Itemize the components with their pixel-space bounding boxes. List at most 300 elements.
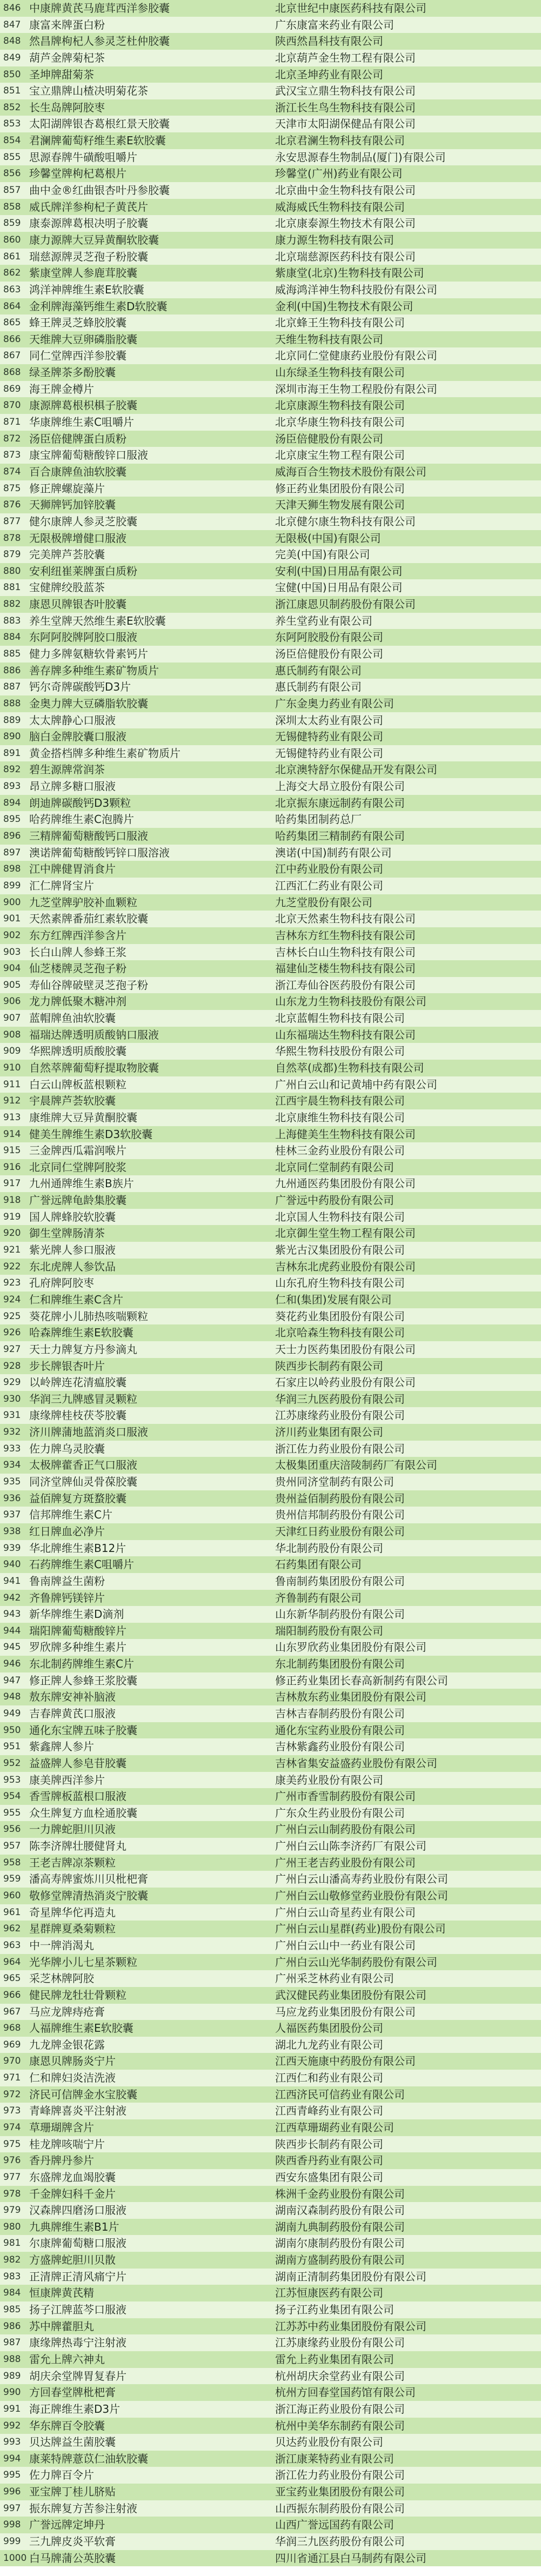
company-name: 江苏康缘药业股份有限公司 — [275, 2336, 405, 2350]
product-name: 康莱特牌薏苡仁油软胶囊 — [29, 2452, 148, 2465]
row-number: 909 — [3, 1046, 21, 1057]
company-name: 贵州益佰制药股份有限公司 — [275, 1491, 405, 1505]
table-row — [0, 116, 541, 132]
row-number: 996 — [3, 2486, 21, 2498]
company-name: 威海百合生物技术股份有限公司 — [275, 465, 426, 478]
table-row — [0, 1391, 541, 1408]
product-name: 益盛牌人参皂苷胶囊 — [29, 1756, 126, 1770]
row-number: 916 — [3, 1161, 21, 1173]
product-name: 康美牌西洋参片 — [29, 1773, 105, 1787]
product-name: 脑白金牌胶囊口服液 — [29, 730, 126, 744]
table-row — [0, 613, 541, 630]
company-name: 北京华康生物科技有限公司 — [275, 416, 405, 429]
row-number: 935 — [3, 1476, 21, 1488]
table-row — [0, 1954, 541, 1971]
table-row — [0, 513, 541, 530]
company-name: 扬子江药业集团有限公司 — [275, 2303, 394, 2317]
company-name: 北京康源生物科技有限公司 — [275, 399, 405, 412]
company-name: 鲁南制药集团股份有限公司 — [275, 1574, 405, 1588]
table-row — [0, 2318, 541, 2335]
product-name: 汤臣倍健牌蛋白质粉 — [29, 432, 126, 445]
product-name: 紫康堂牌人参鹿茸胶囊 — [29, 266, 137, 280]
company-name: 北京瑞慈源医药科技有限公司 — [275, 250, 416, 263]
company-name: 哈药集团三精制药有限公司 — [275, 829, 405, 843]
product-name: 香丹牌丹参片 — [29, 2154, 94, 2167]
table-row — [0, 2252, 541, 2269]
company-name: 上海健美生生物科技有限公司 — [275, 1127, 416, 1141]
company-name: 东北制药集团股份有限公司 — [275, 1657, 405, 1671]
company-name: 紫康堂(北京)生物科技有限公司 — [275, 266, 424, 280]
table-row — [0, 2020, 541, 2037]
table-row — [0, 2550, 541, 2567]
row-number: 951 — [3, 1741, 21, 1752]
company-name: 威海鸿洋神生物科技股份有限公司 — [275, 283, 437, 296]
product-name: 健尔康牌人参灵芝胶囊 — [29, 514, 137, 528]
row-number: 905 — [3, 979, 21, 991]
table-row — [0, 579, 541, 596]
product-name: 海正牌维生素D3片 — [29, 2402, 121, 2416]
table-row — [0, 712, 541, 729]
table-row — [0, 745, 541, 762]
table-row — [0, 629, 541, 646]
product-name: 三精牌葡萄糖酸钙口服液 — [29, 829, 148, 843]
company-name: 北京康宝生物工程有限公司 — [275, 449, 405, 462]
row-number: 972 — [3, 2089, 21, 2100]
product-name: 康泰源牌葛根决明子胶囊 — [29, 217, 148, 230]
company-name: 北京世纪中康医药科技有限公司 — [275, 2, 426, 15]
company-name: 安利(中国)日用品有限公司 — [275, 564, 403, 578]
table-row — [0, 911, 541, 927]
company-name: 北京御生堂生物工程有限公司 — [275, 1227, 416, 1240]
row-number: 977 — [3, 2171, 21, 2183]
company-name: 雷允上药业集团有限公司 — [275, 2352, 394, 2366]
row-number: 884 — [3, 632, 21, 643]
row-number: 867 — [3, 350, 21, 362]
row-number: 855 — [3, 151, 21, 163]
row-number: 896 — [3, 831, 21, 842]
company-name: 无锡健特药业有限公司 — [275, 730, 383, 744]
row-number: 872 — [3, 433, 21, 444]
company-name: 浙江长生鸟生物科技有限公司 — [275, 101, 416, 114]
table-row — [0, 1788, 541, 1805]
product-name: 修正牌螺旋藻片 — [29, 481, 105, 495]
table-row — [0, 1888, 541, 1904]
row-number: 900 — [3, 896, 21, 908]
company-name: 吉林敖东药业集团股份有限公司 — [275, 1690, 426, 1704]
table-row — [0, 2368, 541, 2385]
table-row — [0, 2467, 541, 2484]
row-number: 881 — [3, 582, 21, 593]
row-number: 932 — [3, 1427, 21, 1438]
row-number: 887 — [3, 681, 21, 693]
company-name: 江西天施康中药股份有限公司 — [275, 2055, 416, 2068]
row-number: 980 — [3, 2221, 21, 2232]
row-number: 856 — [3, 168, 21, 179]
table-row — [0, 1937, 541, 1954]
company-name: 石药集团有限公司 — [275, 1558, 362, 1571]
table-row — [0, 315, 541, 331]
product-name: 青峰牌喜炎平注射液 — [29, 2104, 126, 2118]
row-number: 979 — [3, 2205, 21, 2216]
company-name: 浙江佐力药业股份有限公司 — [275, 2468, 405, 2482]
company-name: 湖南尔康制药股份有限公司 — [275, 2237, 405, 2250]
table-row — [0, 1010, 541, 1027]
table-row — [0, 2351, 541, 2368]
row-number: 965 — [3, 1973, 21, 1984]
table-row — [0, 1606, 541, 1623]
row-number: 888 — [3, 698, 21, 709]
product-name: 修正牌人参蜂王浆胶囊 — [29, 1674, 137, 1687]
company-name: 广州白云山星群(药业)股份有限公司 — [275, 1922, 446, 1936]
product-name: 奇星牌华佗再造丸 — [29, 1905, 116, 1919]
product-name: 九龙牌金银花露 — [29, 2038, 105, 2051]
row-number: 955 — [3, 1807, 21, 1818]
company-name: 江苏恒康医药有限公司 — [275, 2286, 383, 2300]
table-row — [0, 2037, 541, 2053]
row-number: 938 — [3, 1525, 21, 1537]
row-number: 993 — [3, 2437, 21, 2448]
company-name: 江西青峰药业有限公司 — [275, 2104, 383, 2118]
company-name: 杭州方回春堂国药馆有限公司 — [275, 2386, 416, 2399]
company-name: 湖南方盛制药股份有限公司 — [275, 2253, 405, 2267]
row-number: 870 — [3, 400, 21, 411]
table-row — [0, 1441, 541, 1457]
product-name: 太阳湖牌银杏葛根红景天胶囊 — [29, 117, 170, 131]
product-name: 方盛牌蛇胆川贝散 — [29, 2253, 116, 2267]
row-number: 903 — [3, 946, 21, 958]
row-number: 865 — [3, 317, 21, 329]
table-row — [0, 1656, 541, 1672]
table-row — [0, 1242, 541, 1259]
product-name: 三九牌皮炎平软膏 — [29, 2535, 116, 2548]
row-number: 889 — [3, 714, 21, 726]
company-name: 华北制药股份有限公司 — [275, 1541, 383, 1555]
company-name: 北京圣坤药业有限公司 — [275, 68, 383, 81]
company-name: 浙江康恩贝制药股份有限公司 — [275, 598, 416, 611]
company-name: 广州市香雪制药股份有限公司 — [275, 1790, 416, 1803]
company-name: 瑞阳制药股份有限公司 — [275, 1624, 383, 1637]
product-name: 仁和牌维生素C含片 — [29, 1293, 123, 1306]
table-row — [0, 165, 541, 182]
table-row — [0, 1060, 541, 1076]
product-name: 鲁南牌益生菌粉 — [29, 1574, 105, 1588]
row-number: 963 — [3, 1939, 21, 1951]
product-name: 瑞慈源牌灵芝孢子粉胶囊 — [29, 250, 148, 263]
product-name: 新华牌维生素D滴剂 — [29, 1608, 124, 1621]
table-row — [0, 1159, 541, 1176]
company-name: 紫光古汉集团股份有限公司 — [275, 1243, 405, 1257]
product-name: 济民可信牌金水宝胶囊 — [29, 2087, 137, 2101]
product-name: 绿圣牌茶多酚胶囊 — [29, 366, 116, 379]
row-number: 956 — [3, 1824, 21, 1835]
company-name: 广州白云山和记黄埔中药有限公司 — [275, 1078, 437, 1091]
row-number: 946 — [3, 1658, 21, 1670]
table-row — [0, 1689, 541, 1705]
table-row — [0, 1043, 541, 1060]
row-number: 917 — [3, 1178, 21, 1189]
row-number: 860 — [3, 234, 21, 245]
table-row — [0, 2285, 541, 2301]
table-row — [0, 364, 541, 381]
company-name: 自然萃(成都)生物科技有限公司 — [275, 1061, 424, 1074]
product-name: 宝健牌绞股蓝茶 — [29, 581, 105, 594]
company-name: 贵州信邦制药股份有限公司 — [275, 1508, 405, 1522]
product-name: 人福牌维生素E软胶囊 — [29, 2022, 133, 2035]
product-name: 安利纽崔莱牌蛋白质粉 — [29, 564, 137, 578]
table-row — [0, 811, 541, 828]
table-row — [0, 894, 541, 911]
row-number: 926 — [3, 1327, 21, 1339]
row-number: 882 — [3, 599, 21, 610]
row-number: 997 — [3, 2503, 21, 2514]
product-name: 正清牌正清风痛宁片 — [29, 2270, 126, 2283]
company-name: 威海威氏生物科技有限公司 — [275, 200, 405, 213]
table-row — [0, 497, 541, 513]
row-number: 929 — [3, 1377, 21, 1388]
company-name: 北京天然素生物科技有限公司 — [275, 912, 416, 926]
company-name: 陕西步长制药有限公司 — [275, 1359, 383, 1373]
row-number: 894 — [3, 797, 21, 808]
company-name: 广誉远中药股份有限公司 — [275, 1194, 394, 1207]
company-name: 贵州同济堂制药有限公司 — [275, 1475, 394, 1489]
row-number: 901 — [3, 913, 21, 925]
company-name: 北京同仁堂制药有限公司 — [275, 1160, 394, 1174]
product-name: 汇仁牌肾宝片 — [29, 879, 94, 892]
row-number: 859 — [3, 218, 21, 229]
row-number: 869 — [3, 383, 21, 394]
product-name: 扬子江牌蓝芩口服液 — [29, 2303, 126, 2317]
table-row — [0, 2235, 541, 2252]
table-row — [0, 1904, 541, 1921]
row-number: 880 — [3, 565, 21, 577]
row-number: 987 — [3, 2337, 21, 2348]
product-name: 思源春牌牛磺酸咀嚼片 — [29, 150, 137, 164]
product-name: 东盛牌龙血竭胶囊 — [29, 2170, 116, 2184]
table-row — [0, 944, 541, 961]
company-name: 天维生物科技有限公司 — [275, 332, 383, 346]
product-name: 钙尔奇牌碳酸钙D3片 — [29, 680, 131, 694]
company-name: 广州白云山奇星药业有限公司 — [275, 1905, 416, 1919]
company-name: 北京哈森生物科技有限公司 — [275, 1326, 405, 1340]
table-row — [0, 828, 541, 845]
product-name: 北京同仁堂牌阿胶浆 — [29, 1160, 126, 1174]
row-number: 857 — [3, 185, 21, 196]
table-row — [0, 331, 541, 348]
product-name: 长白山牌人参蜂王浆 — [29, 945, 126, 959]
company-name: 康美药业股份有限公司 — [275, 1773, 383, 1787]
company-name: 山东新华制药股份有限公司 — [275, 1608, 405, 1621]
row-number: 934 — [3, 1460, 21, 1471]
product-name: 国人牌蜂胶软胶囊 — [29, 1210, 116, 1223]
row-number: 897 — [3, 847, 21, 858]
table-row — [0, 1407, 541, 1424]
row-number: 883 — [3, 615, 21, 626]
row-number: 899 — [3, 880, 21, 891]
row-number: 953 — [3, 1774, 21, 1785]
table-row — [0, 1275, 541, 1292]
row-number: 989 — [3, 2370, 21, 2381]
product-name: 齐鲁牌钙镁锌片 — [29, 1591, 105, 1604]
product-name: 仁和牌妇炎洁洗液 — [29, 2071, 116, 2085]
row-number: 971 — [3, 2072, 21, 2084]
company-name: 金利(中国)生物技术有限公司 — [275, 299, 413, 313]
product-name: 仙芝楼牌灵芝孢子粉 — [29, 962, 126, 975]
row-number: 863 — [3, 284, 21, 295]
company-name: 惠氏制药有限公司 — [275, 680, 362, 694]
product-name: 健力多牌氨糖软骨素钙片 — [29, 647, 148, 660]
row-number: 948 — [3, 1691, 21, 1703]
table-row — [0, 546, 541, 563]
table-row — [0, 1076, 541, 1093]
company-name: 山东孔府生物科技有限公司 — [275, 1276, 405, 1290]
company-name: 吉林长白山生物科技有限公司 — [275, 945, 416, 959]
row-number: 912 — [3, 1095, 21, 1107]
table-row — [0, 1623, 541, 1640]
row-number: 966 — [3, 1989, 21, 2000]
company-name: 杭州胡庆余堂药业有限公司 — [275, 2369, 405, 2383]
product-name: 然昌牌枸杞人参灵芝杜仲胶囊 — [29, 35, 170, 48]
product-name: 广誉远牌龟龄集胶囊 — [29, 1194, 126, 1207]
product-name: 敖东牌安神补脑液 — [29, 1690, 116, 1704]
table-row — [0, 431, 541, 447]
row-number: 911 — [3, 1079, 21, 1090]
company-name: 陕西香丹药业有限公司 — [275, 2154, 383, 2167]
company-name: 湖南汉森制药股份有限公司 — [275, 2204, 405, 2217]
row-number: 893 — [3, 781, 21, 792]
table-row — [0, 2103, 541, 2119]
row-number: 851 — [3, 85, 21, 97]
product-name: 江中牌健胃消食片 — [29, 862, 116, 876]
product-name: 众生牌复方血栓通胶囊 — [29, 1806, 137, 1819]
company-name: 江苏康缘药业股份有限公司 — [275, 1409, 405, 1422]
table-row — [0, 2418, 541, 2434]
product-name: 蓝帽牌鱼油软胶囊 — [29, 1012, 116, 1025]
table-row — [0, 1672, 541, 1689]
table-row — [0, 1507, 541, 1523]
row-number: 947 — [3, 1675, 21, 1686]
company-name: 吉林东方红生物科技有限公司 — [275, 928, 416, 942]
company-name: 华润三九医药股份有限公司 — [275, 1392, 405, 1406]
company-name: 葵花药业集团股份有限公司 — [275, 1309, 405, 1323]
table-row — [0, 1424, 541, 1441]
table-row — [0, 1126, 541, 1143]
row-number: 984 — [3, 2287, 21, 2299]
row-number: 967 — [3, 2006, 21, 2017]
table-row — [0, 282, 541, 298]
company-name: 天津市太阳湖保健品有限公司 — [275, 117, 416, 131]
table-row — [0, 2434, 541, 2451]
table-row — [0, 66, 541, 83]
company-name: 广州白云山潘高寿药业股份有限公司 — [275, 1872, 448, 1886]
product-name: 雷允上牌六神丸 — [29, 2352, 105, 2366]
product-name: 潘高寿牌蜜炼川贝枇杷膏 — [29, 1872, 148, 1886]
table-row — [0, 778, 541, 795]
company-name: 北京国人生物科技有限公司 — [275, 1210, 405, 1223]
table-row — [0, 2384, 541, 2401]
company-name: 贝达药业股份有限公司 — [275, 2436, 383, 2449]
company-name: 山东龙力生物科技股份有限公司 — [275, 995, 426, 1008]
table-row — [0, 83, 541, 99]
product-name: 康维牌大豆异黄酮胶囊 — [29, 1110, 137, 1124]
row-number: 985 — [3, 2304, 21, 2316]
product-name: 太极牌藿香正气口服液 — [29, 1458, 137, 1472]
company-name: 深圳市海王生物工程股份有限公司 — [275, 382, 437, 396]
table-row — [0, 1109, 541, 1126]
row-number: 924 — [3, 1294, 21, 1305]
row-number: 943 — [3, 1609, 21, 1620]
row-number: 846 — [3, 3, 21, 14]
company-name: 齐鲁制药有限公司 — [275, 1591, 362, 1604]
company-name: 浙江海正药业股份有限公司 — [275, 2402, 405, 2416]
company-name: 仁和(集团)发展有限公司 — [275, 1293, 392, 1306]
product-name: 九典牌维生素B1片 — [29, 2220, 119, 2233]
product-name: 康恩贝牌肠炎宁片 — [29, 2055, 116, 2068]
table-row — [0, 530, 541, 547]
table-row — [0, 2136, 541, 2153]
company-name: 康力源生物科技有限公司 — [275, 233, 394, 246]
table-row — [0, 1772, 541, 1789]
row-number: 874 — [3, 466, 21, 477]
product-name: 长生岛牌阿胶枣 — [29, 101, 105, 114]
table-row — [0, 2517, 541, 2533]
table-row — [0, 1093, 541, 1109]
row-number: 960 — [3, 1890, 21, 1902]
product-name: 澳诺牌葡萄糖酸钙锌口服溶液 — [29, 846, 170, 859]
product-name: 百合康牌鱼油软胶囊 — [29, 465, 126, 478]
product-name: 吉春牌黄芪口服液 — [29, 1707, 116, 1720]
row-number: 904 — [3, 963, 21, 974]
table-row — [0, 2269, 541, 2285]
row-number: 976 — [3, 2155, 21, 2166]
product-name: 通化东宝牌五味子胶囊 — [29, 1723, 137, 1737]
row-number: 871 — [3, 417, 21, 428]
product-name: 以岭牌连花清瘟胶囊 — [29, 1376, 126, 1389]
row-number: 847 — [3, 19, 21, 30]
company-name: 太极集团重庆涪陵制药厂有限公司 — [275, 1458, 437, 1472]
row-number: 886 — [3, 665, 21, 676]
company-name: 吉林省集安益盛药业股份有限公司 — [275, 1756, 437, 1770]
table-row — [0, 1821, 541, 1838]
row-number: 918 — [3, 1195, 21, 1206]
row-number: 931 — [3, 1410, 21, 1421]
row-number: 885 — [3, 648, 21, 659]
company-name: 广州采芝林药业有限公司 — [275, 1972, 394, 1985]
table-row — [0, 1855, 541, 1871]
company-name: 汤臣倍健股份有限公司 — [275, 432, 383, 445]
row-number: 936 — [3, 1493, 21, 1504]
product-name: 东阿阿胶牌阿胶口服液 — [29, 631, 137, 644]
table-row — [0, 1970, 541, 1987]
row-number: 877 — [3, 516, 21, 527]
product-name: 王老吉牌凉茶颗粒 — [29, 1856, 116, 1869]
row-number: 941 — [3, 1575, 21, 1587]
company-name: 天士力医药集团股份有限公司 — [275, 1342, 416, 1356]
product-name: 方回春堂牌枇杷膏 — [29, 2386, 116, 2399]
row-number: 930 — [3, 1393, 21, 1404]
table-row — [0, 2186, 541, 2203]
table-row — [0, 2119, 541, 2136]
product-name: 步长牌银杏叶片 — [29, 1359, 105, 1373]
company-name: 华润三九医药股份有限公司 — [275, 2535, 405, 2548]
product-name: 康宝牌葡萄糖酸锌口服液 — [29, 449, 148, 462]
table-row — [0, 464, 541, 480]
row-number: 940 — [3, 1559, 21, 1570]
product-name: 曲中金®红曲银杏叶丹参胶囊 — [29, 184, 170, 197]
product-name: 采芝林牌阿胶 — [29, 1972, 94, 1985]
product-name: 苏中牌藿胆丸 — [29, 2319, 94, 2333]
row-number: 923 — [3, 1277, 21, 1289]
row-number: 939 — [3, 1542, 21, 1554]
